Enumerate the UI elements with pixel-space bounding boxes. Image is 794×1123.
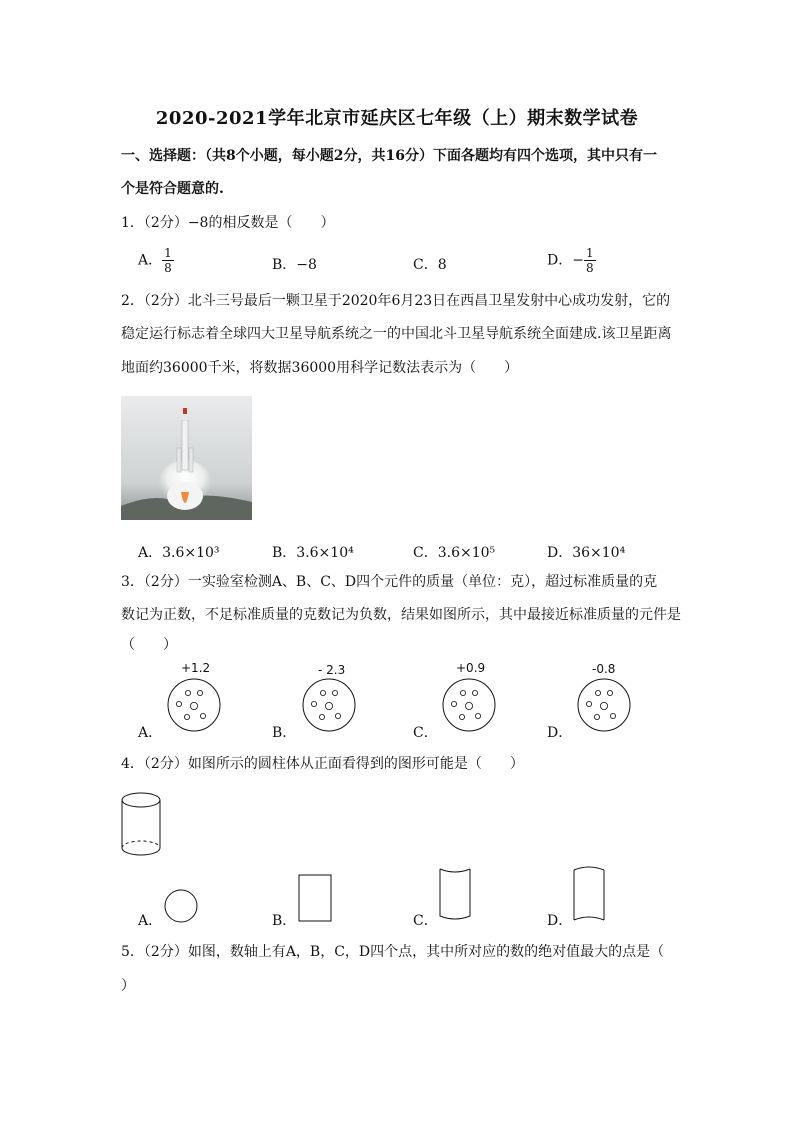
q5-stem-line2: ）	[121, 978, 135, 994]
q3-stem-line2: 数记为正数，不足标准质量的克数记为负数，结果如图所示，其中最接近标准质量的元件是	[121, 607, 681, 623]
q2-option-c: C．3.6×10⁵	[413, 545, 496, 561]
q3-stem-line3: （ ）	[121, 637, 177, 653]
q1-option-a	[138, 246, 174, 275]
q2-stem-line2: 稳定运行标志着全球四大卫星导航系统之一的中国北斗卫星导航系统全面建成.该卫星距离	[121, 326, 672, 342]
q4-option-d-label: D．	[547, 913, 573, 929]
q1-option-b: B．−8	[272, 257, 317, 273]
section-heading-line2: 个是符合题意的.	[121, 181, 224, 197]
cylinder-figure	[119, 790, 165, 860]
fraction-denominator: 8	[164, 261, 172, 275]
q3-option-c-label: C．	[413, 725, 438, 741]
q3-stem-line1: 3．（2分）一实验室检测A、B、C、D四个元件的质量（单位：克），超过标准质量的克	[121, 574, 658, 590]
fraction-numerator: 1	[585, 246, 594, 260]
q1-option-d-fraction	[584, 246, 596, 275]
q3-chip-d-value: -0.8	[592, 662, 616, 676]
q4-option-c-label: C．	[413, 913, 438, 929]
rocket-launch-image	[121, 396, 252, 520]
component-chip-d	[576, 677, 632, 733]
q2-option-d: D．36×10⁴	[547, 545, 626, 561]
exam-title: 2020-2021学年北京市延庆区七年级（上）期末数学试卷	[155, 108, 639, 129]
q3-chip-b-value: - 2.3	[318, 663, 346, 677]
q4-option-b-label: B．	[272, 913, 297, 929]
fraction-denominator: 8	[585, 261, 594, 275]
section-heading-line1: 一、选择题：（共8个小题，每小题2分，共16分）下面各题均有四个选项，其中只有一	[121, 148, 657, 164]
q1-option-a-fraction	[162, 246, 174, 275]
rectangle-shape-option-b	[297, 873, 333, 923]
q4-stem: 4．（2分）如图所示的圆柱体从正面看得到的图形可能是（ ）	[121, 756, 524, 772]
component-chip-a	[166, 677, 222, 733]
q5-stem-line1: 5．（2分）如图，数轴上有A，B，C，D四个点，其中所对应的数的绝对值最大的点是（	[121, 944, 665, 960]
q3-option-d-label: D．	[547, 725, 573, 741]
q2-stem-line1: 2．（2分）北斗三号最后一颗卫星于2020年6月23日在西昌卫星发射中心成功发射，它的	[121, 293, 671, 309]
q1-option-a-label: A．	[138, 252, 163, 269]
curved-shape-option-c	[437, 866, 475, 924]
q3-option-b-label: B．	[272, 725, 297, 741]
component-chip-c	[441, 677, 497, 733]
q2-option-b: B．3.6×10⁴	[272, 545, 354, 561]
q2-option-a: A．3.6×10³	[138, 545, 220, 561]
q1-option-d-label: D．−	[547, 252, 584, 269]
q2-stem-line3: 地面约36000千米，将数据36000用科学记数法表示为（ ）	[121, 360, 519, 376]
q1-option-c: C．8	[413, 257, 447, 273]
fraction-numerator: 1	[164, 246, 172, 260]
component-chip-b	[301, 677, 357, 733]
curved-shape-option-d	[570, 866, 610, 924]
circle-shape-option-a	[163, 888, 199, 924]
q1-stem: 1．（2分）−8的相反数是（ ）	[121, 215, 335, 231]
q3-option-a-label: A．	[138, 725, 163, 741]
q3-chip-c-value: +0.9	[456, 661, 486, 675]
q1-option-d	[547, 246, 596, 275]
q3-chip-a-value: +1.2	[181, 661, 211, 675]
q4-option-a-label: A．	[138, 913, 163, 929]
